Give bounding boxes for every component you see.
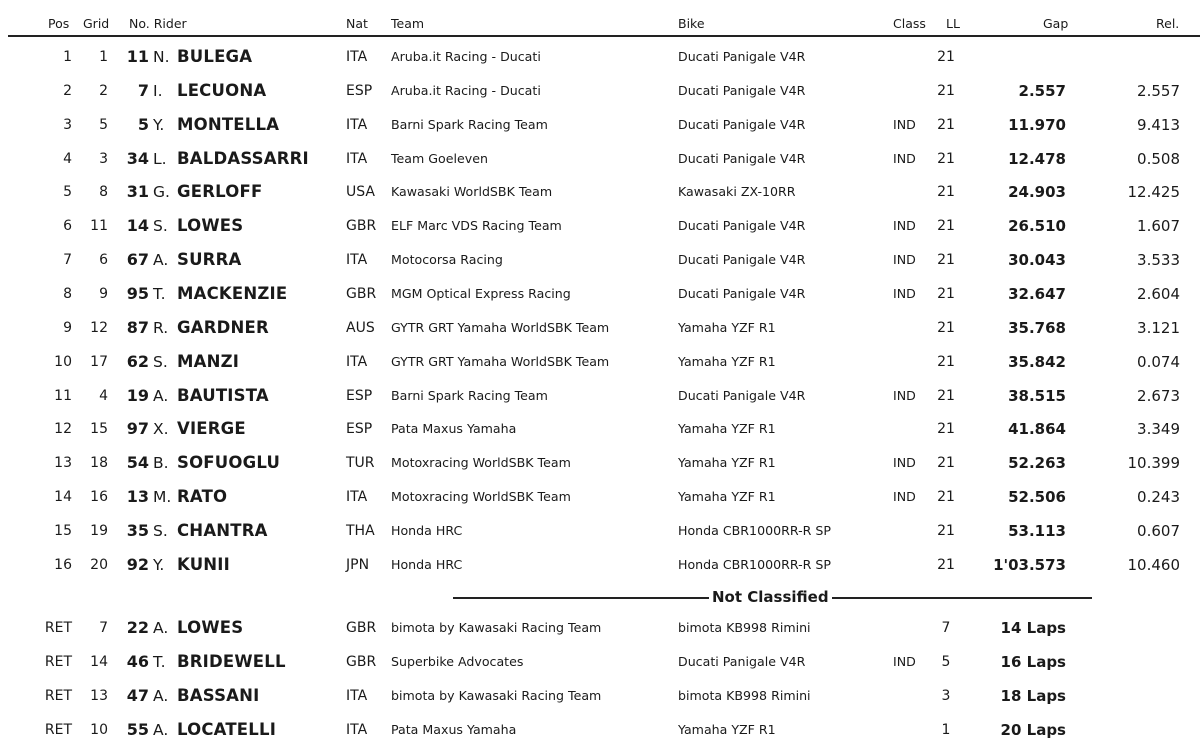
team-name: Superbike Advocates [391,653,524,669]
rider-number: 97 [126,419,149,439]
position: 10 [54,353,72,370]
team-name: Motoxracing WorldSBK Team [391,489,571,505]
team-name: Aruba.it Racing - Ducati [391,49,541,64]
class-badge: IND [893,455,916,471]
nationality: ITA [346,150,368,167]
header-bike: Bike [678,16,705,31]
bike-model: Ducati Panigale V4R [678,49,806,64]
gap-time: 52.506 [1008,488,1066,507]
rider-initial: A. [153,720,169,739]
rider-surname: BASSANI [177,685,260,705]
laps-led: 21 [937,150,955,167]
laps-led: 21 [937,522,955,539]
table-row [0,480,1200,514]
rider-initial: L. [153,149,167,168]
team-name: Team Goeleven [391,150,488,166]
gap-time: 24.903 [1008,183,1066,202]
header-rel: Rel. [1156,16,1180,31]
nationality: ITA [346,49,368,65]
grid-position: 2 [99,82,108,99]
rider-surname: BULEGA [177,47,253,66]
table-row [0,175,1200,209]
grid-position: 16 [90,489,108,506]
table-row [0,142,1200,176]
rider-initial: N. [153,48,170,66]
rider-number: 35 [126,520,149,540]
grid-position: 11 [90,218,108,235]
rider-surname: KUNII [177,554,230,574]
bike-model: Ducati Panigale V4R [678,252,806,268]
rider-number: 87 [126,317,149,337]
grid-position: 18 [90,455,108,472]
team-name: Kawasaki WorldSBK Team [391,184,553,200]
nationality: JPN [346,556,370,573]
bike-model: Yamaha YZF R1 [678,421,776,437]
table-row [0,243,1200,277]
table-row [0,311,1200,345]
bike-model: Yamaha YZF R1 [678,353,776,369]
rider-number: 46 [126,651,149,671]
gap-time: 2.557 [1018,81,1066,100]
rider-number: 54 [126,453,149,473]
grid-position: 10 [90,721,108,738]
team-name: Honda HRC [391,556,463,572]
rider-surname: MONTELLA [177,114,280,134]
relative-gap: 9.413 [1137,115,1180,134]
rider-number: 31 [126,182,149,202]
rider-surname: GARDNER [177,317,269,337]
grid-position: 14 [90,653,108,670]
rider-number: 5 [137,114,149,134]
header-divider [8,35,1200,37]
laps-led: 3 [941,687,951,704]
table-row [0,412,1200,446]
relative-gap: 0.607 [1137,521,1180,540]
relative-gap: 0.508 [1137,149,1180,168]
separator-line-left [453,597,709,599]
rider-initial: Y. [153,115,165,134]
separator-line-right [832,597,1092,599]
team-name: Motoxracing WorldSBK Team [391,455,571,471]
grid-position: 15 [90,421,108,438]
position: RET [44,620,72,636]
relative-gap: 10.460 [1127,555,1180,574]
rider-number: 22 [126,618,149,637]
nationality: ESP [346,421,373,438]
results-table-header [0,0,1200,36]
rider-initial: A. [153,386,169,405]
rider-initial: A. [153,619,169,637]
table-row [0,679,1200,713]
gap-time: 52.263 [1008,454,1066,473]
bike-model: Ducati Panigale V4R [678,653,806,669]
laps-led: 21 [937,319,955,336]
position: 2 [63,82,72,99]
rider-initial: M. [153,488,172,507]
position: 16 [54,556,72,573]
not-classified-separator [0,585,1200,609]
header-class: Class [893,16,926,31]
nationality: ITA [346,353,368,370]
grid-position: 9 [99,285,108,302]
position: 14 [54,489,72,506]
nationality: GBR [346,653,377,670]
position: 13 [54,455,72,472]
relative-gap: 10.399 [1127,454,1180,473]
header-grid: Grid [83,16,110,31]
laps-led: 21 [937,421,955,438]
laps-led: 5 [941,653,951,670]
class-badge: IND [893,387,916,403]
table-row [0,277,1200,311]
grid-position: 7 [99,620,108,636]
table-row [0,108,1200,142]
rider-number: 95 [126,283,149,303]
position: 5 [63,184,72,201]
bike-model: bimota KB998 Rimini [678,687,811,703]
laps-led: 21 [937,252,955,269]
bike-model: Ducati Panigale V4R [678,116,806,132]
relative-gap: 3.349 [1137,420,1180,439]
table-row [0,40,1200,74]
rider-surname: RATO [177,487,228,507]
position: RET [44,653,72,670]
nationality: ITA [346,489,368,506]
header-pos: Pos [48,16,70,31]
rider-number: 34 [126,148,149,168]
gap-time: 53.113 [1008,521,1066,540]
rider-number: 62 [126,351,149,371]
header-rider: No. Rider [129,16,187,31]
team-name: Honda HRC [391,522,463,538]
grid-position: 5 [99,116,108,133]
table-row [0,379,1200,413]
gap-time: 12.478 [1008,149,1066,168]
position: 11 [54,387,72,404]
rider-number: 14 [126,216,149,236]
gap-time: 38.515 [1008,386,1066,405]
team-name: Aruba.it Racing - Ducati [391,82,541,98]
laps-led: 21 [937,82,955,99]
rider-initial: R. [153,318,169,337]
relative-gap: 3.121 [1137,318,1180,337]
not-classified-label: Not Classified [712,588,829,606]
position: 6 [63,218,72,235]
laps-led: 21 [937,218,955,235]
rider-surname: LOCATELLI [177,719,277,739]
rider-surname: LOWES [177,216,244,236]
table-row [0,645,1200,679]
team-name: Pata Maxus Yamaha [391,421,517,437]
rider-initial: G. [153,183,170,202]
position: 7 [63,252,72,269]
laps-led: 21 [937,455,955,472]
grid-position: 6 [99,252,108,269]
rider-surname: VIERGE [177,419,246,439]
relative-gap: 0.243 [1137,488,1180,507]
rider-surname: BAUTISTA [177,385,269,405]
header-nat: Nat [346,16,368,31]
nationality: ESP [346,82,373,99]
nationality: GBR [346,285,377,302]
class-badge: IND [893,218,916,234]
team-name: Barni Spark Racing Team [391,387,548,403]
gap-time: 11.970 [1008,115,1066,134]
position: 4 [63,150,72,167]
gap-time: 41.864 [1008,420,1066,439]
nationality: GBR [346,620,377,636]
header-team: Team [391,16,425,31]
grid-position: 4 [99,387,108,404]
rider-initial: T. [153,652,166,671]
rider-number: 47 [126,685,149,705]
bike-model: Honda CBR1000RR-R SP [678,522,831,538]
grid-position: 3 [99,150,108,167]
gap-time: 30.043 [1008,251,1066,270]
grid-position: 12 [90,319,108,336]
relative-gap: 1.607 [1137,217,1180,236]
grid-position: 19 [90,522,108,539]
relative-gap: 2.604 [1137,284,1180,303]
gap-time: 18 Laps [1000,686,1066,705]
team-name: GYTR GRT Yamaha WorldSBK Team [391,319,610,335]
team-name: Pata Maxus Yamaha [391,721,517,737]
rider-number: 7 [137,80,149,100]
gap-time: 26.510 [1008,217,1066,236]
team-name: Motocorsa Racing [391,252,503,268]
class-badge: IND [893,653,916,669]
class-badge: IND [893,116,916,132]
rider-surname: BALDASSARRI [177,148,309,168]
rider-surname: SOFUOGLU [177,453,281,473]
position: 1 [63,49,72,65]
rider-number: 55 [126,719,149,739]
rider-initial: Y. [153,555,165,574]
position: 8 [63,285,72,302]
rider-initial: T. [153,284,166,303]
grid-position: 13 [90,687,108,704]
position: 15 [54,522,72,539]
nationality: ITA [346,252,368,269]
nationality: USA [346,184,375,201]
table-row [0,345,1200,379]
table-row [0,548,1200,582]
bike-model: Ducati Panigale V4R [678,285,806,301]
bike-model: Ducati Panigale V4R [678,150,806,166]
relative-gap: 0.074 [1137,352,1180,371]
rider-surname: MANZI [177,351,240,371]
gap-time: 32.647 [1008,284,1066,303]
header-gap: Gap [1043,16,1069,31]
bike-model: Honda CBR1000RR-R SP [678,556,831,572]
relative-gap: 2.557 [1137,81,1180,100]
gap-time: 35.768 [1008,318,1066,337]
laps-led: 21 [937,184,955,201]
team-name: MGM Optical Express Racing [391,285,571,301]
rider-surname: MACKENZIE [177,283,288,303]
rider-number: 92 [126,554,149,574]
rider-initial: S. [153,217,168,236]
bike-model: Yamaha YZF R1 [678,319,776,335]
bike-model: Ducati Panigale V4R [678,218,806,234]
class-badge: IND [893,150,916,166]
team-name: bimota by Kawasaki Racing Team [391,687,602,703]
table-row [0,713,1200,747]
rider-surname: LOWES [177,618,244,637]
rider-surname: LECUONA [177,80,267,100]
relative-gap: 3.533 [1137,251,1180,270]
laps-led: 21 [937,489,955,506]
rider-surname: CHANTRA [177,520,268,540]
grid-position: 20 [90,556,108,573]
rider-initial: A. [153,251,169,270]
bike-model: Yamaha YZF R1 [678,489,776,505]
bike-model: Yamaha YZF R1 [678,721,776,737]
team-name: bimota by Kawasaki Racing Team [391,620,602,635]
gap-time: 16 Laps [1000,652,1066,671]
rider-initial: B. [153,454,169,473]
position: 12 [54,421,72,438]
rider-number: 67 [126,250,149,270]
laps-led: 21 [937,285,955,302]
position: 9 [63,319,72,336]
nationality: ITA [346,116,368,133]
bike-model: Ducati Panigale V4R [678,82,806,98]
laps-led: 1 [941,721,951,738]
table-row [0,446,1200,480]
rider-number: 11 [126,47,149,66]
rider-surname: BRIDEWELL [177,651,286,671]
nationality: ESP [346,387,373,404]
nationality: TUR [346,455,375,472]
rider-initial: I. [153,81,163,100]
bike-model: bimota KB998 Rimini [678,620,811,635]
nationality: ITA [346,721,368,738]
table-row [0,514,1200,548]
grid-position: 1 [99,49,108,65]
position: 3 [63,116,72,133]
laps-led: 21 [937,49,955,65]
grid-position: 17 [90,353,108,370]
nationality: GBR [346,218,377,235]
team-name: Barni Spark Racing Team [391,116,548,132]
gap-time: 20 Laps [1000,720,1066,739]
gap-time: 35.842 [1008,352,1066,371]
rider-number: 19 [126,385,149,405]
rider-surname: SURRA [177,250,242,270]
rider-surname: GERLOFF [177,182,263,202]
class-badge: IND [893,252,916,268]
table-row [0,209,1200,243]
rider-initial: X. [153,420,169,439]
header-ll: LL [946,16,960,31]
position: RET [44,721,72,738]
laps-led: 21 [937,116,955,133]
position: RET [44,687,72,704]
bike-model: Yamaha YZF R1 [678,455,776,471]
relative-gap: 12.425 [1127,183,1180,202]
nationality: ITA [346,687,368,704]
bike-model: Ducati Panigale V4R [678,387,806,403]
laps-led: 21 [937,556,955,573]
team-name: ELF Marc VDS Racing Team [391,218,562,234]
nationality: THA [346,522,375,539]
team-name: GYTR GRT Yamaha WorldSBK Team [391,353,610,369]
gap-time: 14 Laps [1000,619,1066,637]
relative-gap: 2.673 [1137,386,1180,405]
class-badge: IND [893,489,916,505]
rider-initial: S. [153,352,168,371]
bike-model: Kawasaki ZX-10RR [678,184,796,200]
laps-led: 21 [937,387,955,404]
rider-initial: A. [153,686,169,705]
grid-position: 8 [99,184,108,201]
table-row [0,611,1200,645]
nationality: AUS [346,319,375,336]
laps-led: 7 [941,620,951,636]
table-row [0,74,1200,108]
rider-initial: S. [153,521,168,540]
class-badge: IND [893,285,916,301]
laps-led: 21 [937,353,955,370]
gap-time: 1'03.573 [993,555,1066,574]
rider-number: 13 [126,487,149,507]
